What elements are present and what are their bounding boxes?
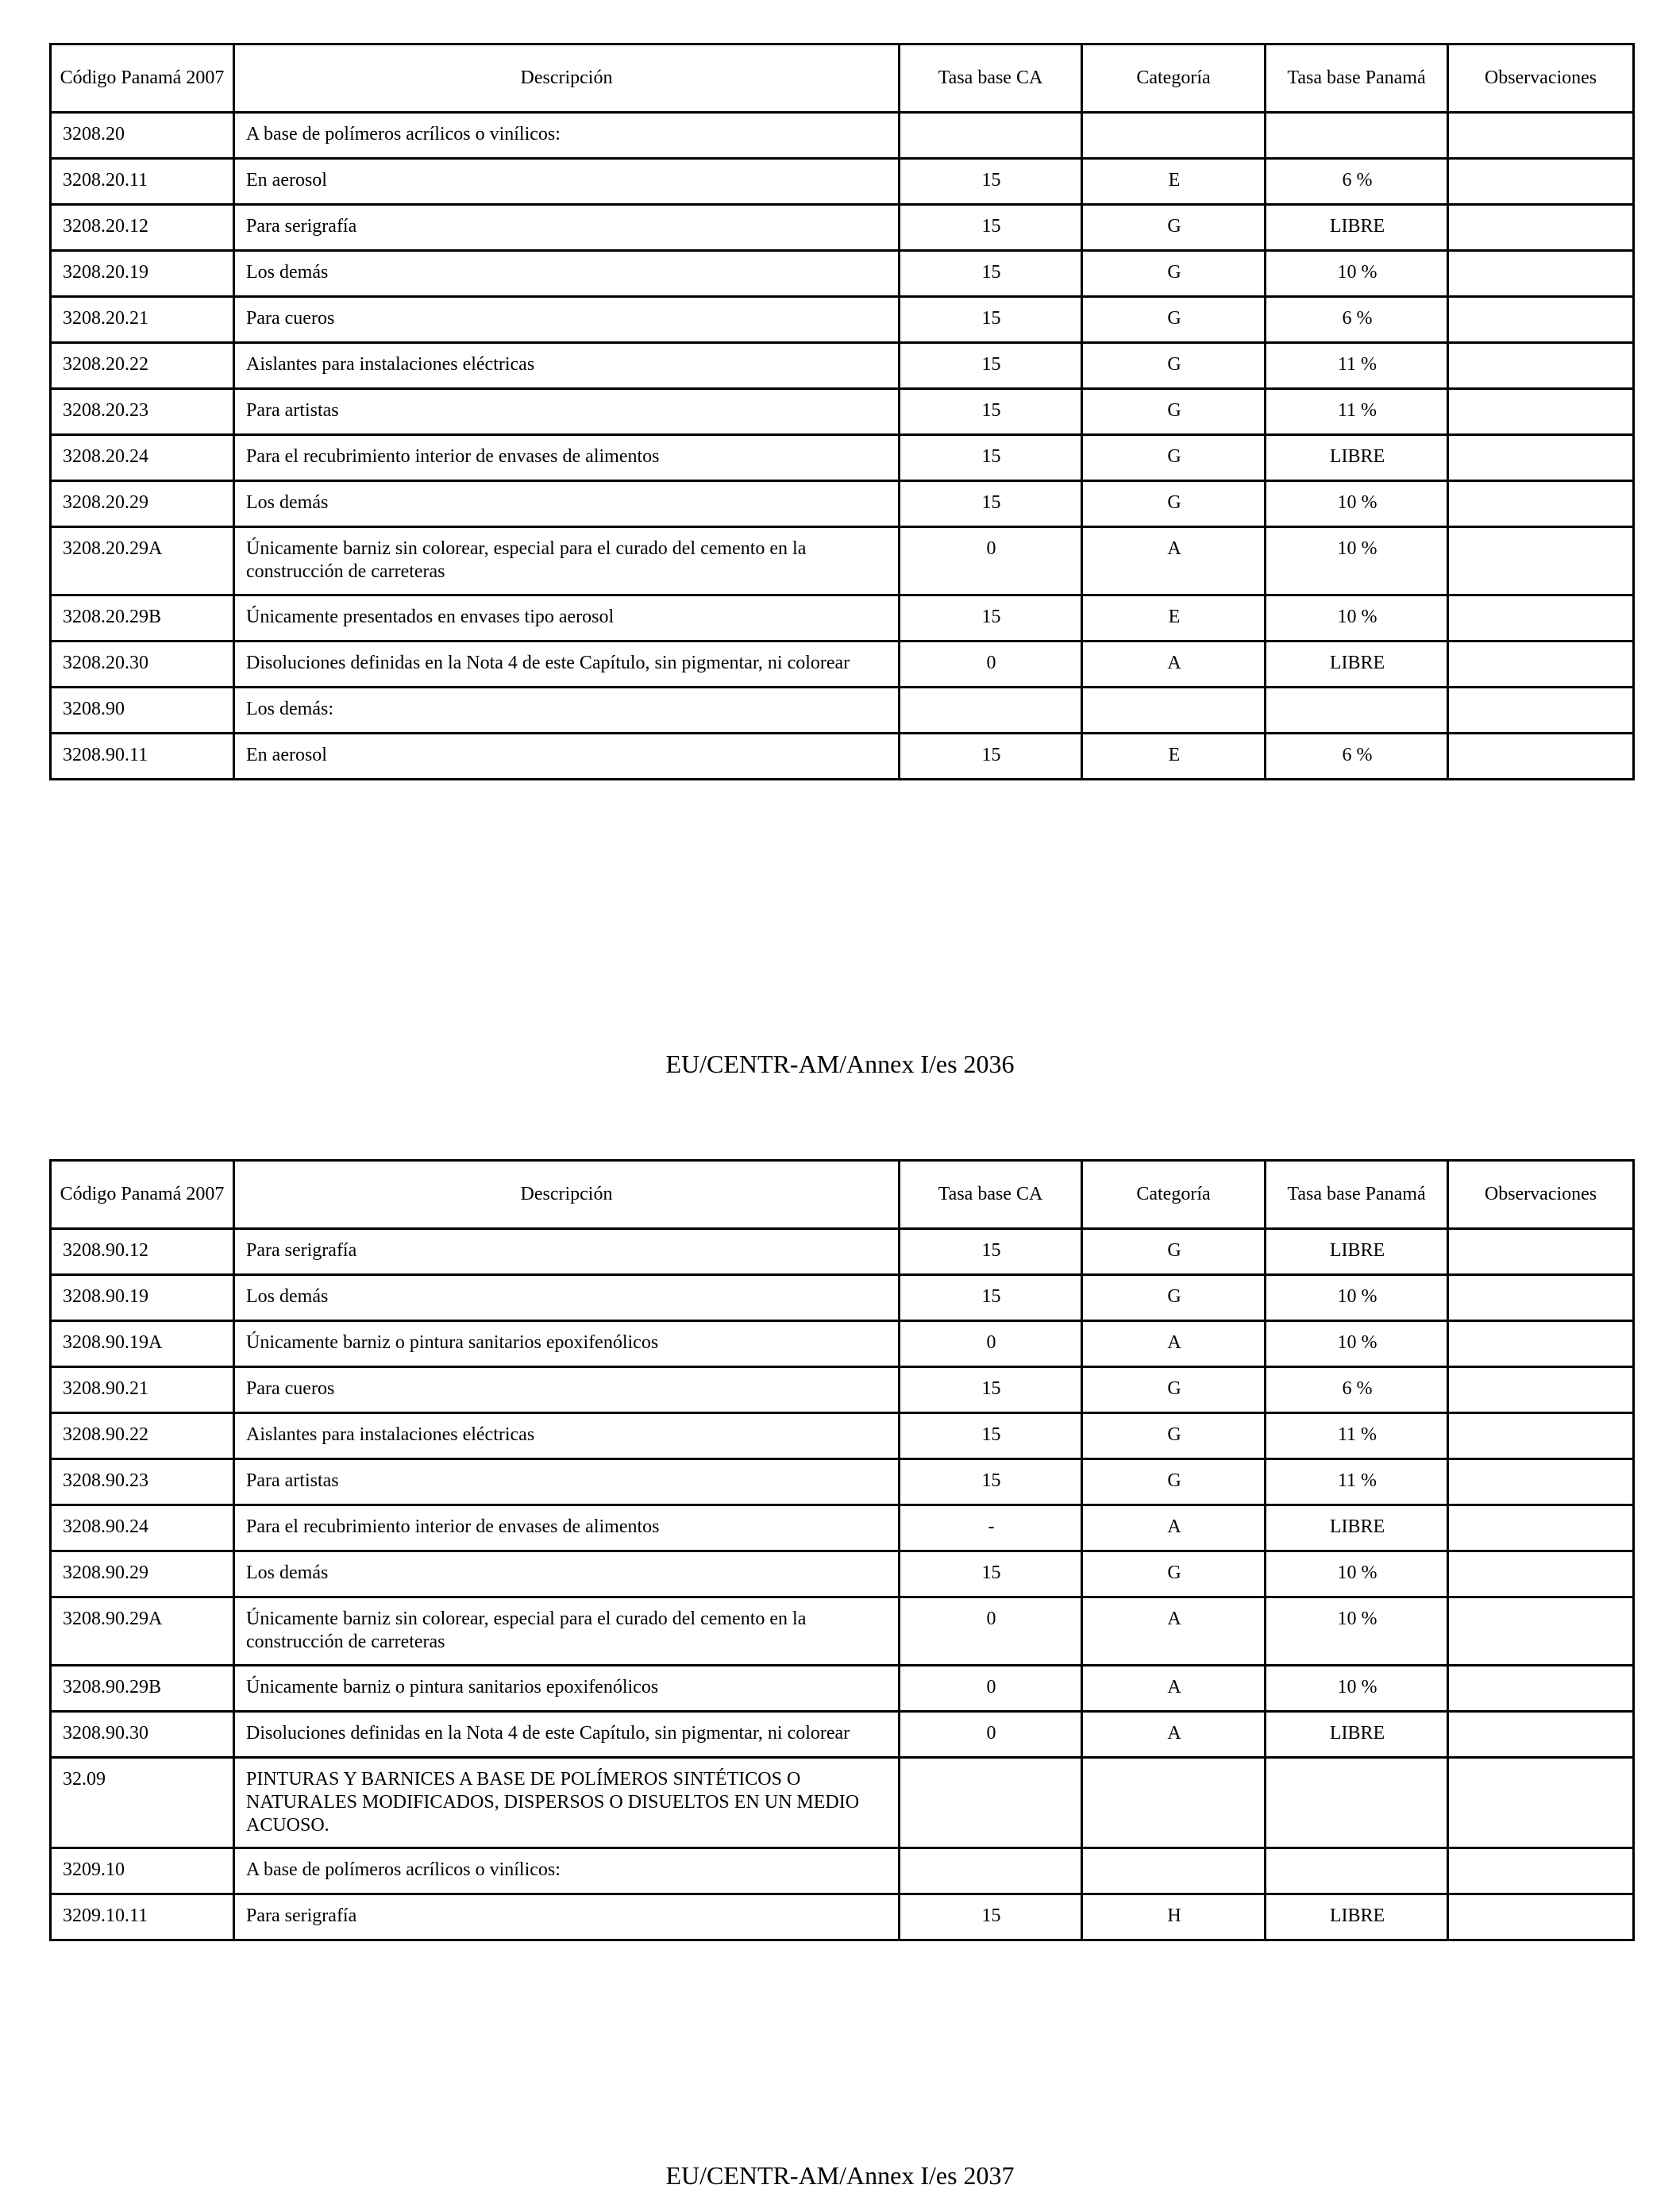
cell-panama-rate: LIBRE — [1266, 642, 1448, 688]
cell-ca-rate: 15 — [900, 595, 1082, 642]
table-header-row — [51, 44, 1634, 113]
page-footer: EU/CENTR-AM/Annex I/es 2036 — [665, 1050, 1015, 1078]
cell-observations — [1448, 389, 1634, 435]
cell-panama-rate: 10 % — [1266, 1597, 1448, 1666]
cell-ca-rate: 0 — [900, 1666, 1082, 1712]
header-category: Categoría — [1082, 1161, 1266, 1229]
cell-code: 3208.20.29A — [51, 527, 234, 595]
cell-panama-rate: LIBRE — [1266, 1894, 1448, 1940]
cell-code: 3208.90 — [51, 688, 234, 734]
header-description: Descripción — [234, 44, 900, 113]
cell-description: Para serigrafía — [234, 205, 900, 251]
cell-description: Para cueros — [234, 1367, 900, 1413]
cell-observations — [1448, 435, 1634, 481]
cell-description: Los demás — [234, 481, 900, 527]
cell-description: Para artistas — [234, 389, 900, 435]
cell-panama-rate: 10 % — [1266, 1551, 1448, 1597]
cell-description: Para cueros — [234, 297, 900, 343]
cell-description: En aerosol — [234, 734, 900, 780]
cell-panama-rate: 11 % — [1266, 1413, 1448, 1459]
table-row — [51, 734, 1634, 780]
cell-ca-rate: 0 — [900, 527, 1082, 595]
cell-category: A — [1082, 1597, 1266, 1666]
cell-description: PINTURAS Y BARNICES A BASE DE POLÍMEROS SINTÉTICOS O NATURALES MODIFICADOS, DISPERSOS O DISUELTOS EN UN MEDIO ACUOSO. — [234, 1758, 900, 1848]
cell-observations — [1448, 1848, 1634, 1894]
cell-category: G — [1082, 435, 1266, 481]
header-ca-rate: Tasa base CA — [900, 1161, 1082, 1229]
cell-code: 3209.10.11 — [51, 1894, 234, 1940]
cell-code: 3208.20.30 — [51, 642, 234, 688]
cell-description: Aislantes para instalaciones eléctricas — [234, 1413, 900, 1459]
table-row — [51, 1459, 1634, 1505]
cell-observations — [1448, 343, 1634, 389]
table-row — [51, 1666, 1634, 1712]
cell-observations — [1448, 688, 1634, 734]
cell-panama-rate: 10 % — [1266, 481, 1448, 527]
cell-observations — [1448, 159, 1634, 205]
cell-panama-rate: 10 % — [1266, 1321, 1448, 1367]
table-row — [51, 251, 1634, 297]
table-row — [51, 642, 1634, 688]
cell-panama-rate: 10 % — [1266, 1666, 1448, 1712]
cell-description: Únicamente barniz sin colorear, especial para el curado del cemento en la construcción de carreteras — [234, 527, 900, 595]
cell-ca-rate: - — [900, 1505, 1082, 1551]
cell-category: A — [1082, 527, 1266, 595]
cell-code: 3208.90.22 — [51, 1413, 234, 1459]
cell-observations — [1448, 1229, 1634, 1275]
table-row — [51, 343, 1634, 389]
cell-code: 3208.20.21 — [51, 297, 234, 343]
cell-category: A — [1082, 1712, 1266, 1758]
cell-ca-rate: 15 — [900, 1551, 1082, 1597]
cell-observations — [1448, 1894, 1634, 1940]
cell-category — [1082, 1848, 1266, 1894]
cell-ca-rate — [900, 1848, 1082, 1894]
cell-observations — [1448, 1413, 1634, 1459]
cell-code: 3208.20.19 — [51, 251, 234, 297]
cell-description: Únicamente barniz o pintura sanitarios epoxifenólicos — [234, 1321, 900, 1367]
table-row — [51, 1413, 1634, 1459]
cell-code: 3208.90.11 — [51, 734, 234, 780]
table-row — [51, 527, 1634, 595]
cell-description: A base de polímeros acrílicos o vinílicos: — [234, 113, 900, 159]
cell-panama-rate: 10 % — [1266, 251, 1448, 297]
table-row — [51, 1551, 1634, 1597]
cell-ca-rate — [900, 688, 1082, 734]
cell-category — [1082, 1758, 1266, 1848]
cell-ca-rate: 15 — [900, 1413, 1082, 1459]
cell-panama-rate: 11 % — [1266, 343, 1448, 389]
cell-code: 3208.90.19A — [51, 1321, 234, 1367]
cell-ca-rate: 15 — [900, 389, 1082, 435]
cell-code: 3208.20.12 — [51, 205, 234, 251]
cell-ca-rate: 15 — [900, 481, 1082, 527]
cell-observations — [1448, 481, 1634, 527]
cell-ca-rate: 15 — [900, 1459, 1082, 1505]
cell-ca-rate: 15 — [900, 343, 1082, 389]
cell-panama-rate: 6 % — [1266, 159, 1448, 205]
cell-description: Para serigrafía — [234, 1229, 900, 1275]
header-panama-rate: Tasa base Panamá — [1266, 1161, 1448, 1229]
table-row — [51, 435, 1634, 481]
cell-code: 3208.90.19 — [51, 1275, 234, 1321]
table-row — [51, 297, 1634, 343]
cell-panama-rate: LIBRE — [1266, 1229, 1448, 1275]
cell-code: 3208.90.21 — [51, 1367, 234, 1413]
table-row — [51, 113, 1634, 159]
cell-code: 3208.90.12 — [51, 1229, 234, 1275]
cell-category: G — [1082, 251, 1266, 297]
table-row — [51, 1597, 1634, 1666]
table-row — [51, 1712, 1634, 1758]
table-row — [51, 205, 1634, 251]
cell-code: 3208.90.29B — [51, 1666, 234, 1712]
cell-description: Disoluciones definidas en la Nota 4 de este Capítulo, sin pigmentar, ni colorear — [234, 642, 900, 688]
cell-description: Disoluciones definidas en la Nota 4 de este Capítulo, sin pigmentar, ni colorear — [234, 1712, 900, 1758]
cell-category: G — [1082, 1459, 1266, 1505]
cell-category: H — [1082, 1894, 1266, 1940]
cell-panama-rate: 6 % — [1266, 734, 1448, 780]
cell-panama-rate: 11 % — [1266, 389, 1448, 435]
table-row — [51, 1275, 1634, 1321]
cell-panama-rate: LIBRE — [1266, 1712, 1448, 1758]
cell-ca-rate — [900, 113, 1082, 159]
cell-category: A — [1082, 1505, 1266, 1551]
cell-code: 3209.10 — [51, 1848, 234, 1894]
cell-panama-rate: 10 % — [1266, 1275, 1448, 1321]
cell-panama-rate: 6 % — [1266, 1367, 1448, 1413]
header-observations: Observaciones — [1448, 1161, 1634, 1229]
cell-description: Los demás: — [234, 688, 900, 734]
cell-description: A base de polímeros acrílicos o vinílicos: — [234, 1848, 900, 1894]
cell-description: Únicamente barniz o pintura sanitarios epoxifenólicos — [234, 1666, 900, 1712]
cell-category: G — [1082, 1275, 1266, 1321]
tariff-table-page-2036 — [49, 43, 1635, 780]
cell-ca-rate: 0 — [900, 1712, 1082, 1758]
cell-observations — [1448, 1712, 1634, 1758]
cell-code: 3208.90.24 — [51, 1505, 234, 1551]
cell-ca-rate — [900, 1758, 1082, 1848]
cell-observations — [1448, 642, 1634, 688]
header-panama-rate: Tasa base Panamá — [1266, 44, 1448, 113]
cell-ca-rate: 15 — [900, 1229, 1082, 1275]
cell-ca-rate: 15 — [900, 205, 1082, 251]
cell-panama-rate: LIBRE — [1266, 205, 1448, 251]
cell-code: 3208.20.29 — [51, 481, 234, 527]
tariff-table-page-2037 — [49, 1159, 1635, 1941]
cell-ca-rate: 15 — [900, 297, 1082, 343]
cell-panama-rate: 10 % — [1266, 595, 1448, 642]
cell-category: G — [1082, 481, 1266, 527]
cell-category — [1082, 688, 1266, 734]
header-observations: Observaciones — [1448, 44, 1634, 113]
cell-description: Para artistas — [234, 1459, 900, 1505]
table-row — [51, 1848, 1634, 1894]
cell-observations — [1448, 595, 1634, 642]
cell-observations — [1448, 1321, 1634, 1367]
cell-ca-rate: 15 — [900, 435, 1082, 481]
table-row — [51, 1367, 1634, 1413]
cell-category: G — [1082, 343, 1266, 389]
cell-code: 3208.20.22 — [51, 343, 234, 389]
cell-category: G — [1082, 205, 1266, 251]
cell-description: En aerosol — [234, 159, 900, 205]
cell-code: 3208.90.29A — [51, 1597, 234, 1666]
cell-panama-rate — [1266, 113, 1448, 159]
cell-description: Los demás — [234, 1275, 900, 1321]
cell-panama-rate — [1266, 1848, 1448, 1894]
cell-category: A — [1082, 1321, 1266, 1367]
cell-ca-rate: 15 — [900, 251, 1082, 297]
cell-observations — [1448, 734, 1634, 780]
cell-description: Para serigrafía — [234, 1894, 900, 1940]
cell-code: 3208.90.30 — [51, 1712, 234, 1758]
cell-category: E — [1082, 734, 1266, 780]
table-row — [51, 688, 1634, 734]
cell-panama-rate: 11 % — [1266, 1459, 1448, 1505]
cell-description: Únicamente presentados en envases tipo aerosol — [234, 595, 900, 642]
cell-observations — [1448, 527, 1634, 595]
table-row — [51, 595, 1634, 642]
cell-observations — [1448, 297, 1634, 343]
header-description: Descripción — [234, 1161, 900, 1229]
table-row — [51, 389, 1634, 435]
cell-observations — [1448, 1666, 1634, 1712]
cell-code: 3208.90.29 — [51, 1551, 234, 1597]
cell-description: Para el recubrimiento interior de envases de alimentos — [234, 1505, 900, 1551]
header-category: Categoría — [1082, 44, 1266, 113]
cell-code: 3208.90.23 — [51, 1459, 234, 1505]
header-code: Código Panamá 2007 — [51, 1161, 234, 1229]
table-row — [51, 159, 1634, 205]
cell-observations — [1448, 251, 1634, 297]
cell-observations — [1448, 1597, 1634, 1666]
cell-description: Los demás — [234, 1551, 900, 1597]
cell-observations — [1448, 205, 1634, 251]
cell-observations — [1448, 1505, 1634, 1551]
cell-category: G — [1082, 389, 1266, 435]
cell-code: 3208.20.24 — [51, 435, 234, 481]
table-row — [51, 1505, 1634, 1551]
cell-ca-rate: 15 — [900, 1367, 1082, 1413]
cell-observations — [1448, 1551, 1634, 1597]
cell-ca-rate: 15 — [900, 159, 1082, 205]
cell-ca-rate: 15 — [900, 734, 1082, 780]
table-header-row — [51, 1161, 1634, 1229]
cell-category: E — [1082, 595, 1266, 642]
cell-category: E — [1082, 159, 1266, 205]
cell-ca-rate: 15 — [900, 1894, 1082, 1940]
cell-panama-rate: 6 % — [1266, 297, 1448, 343]
cell-category: G — [1082, 1551, 1266, 1597]
cell-code: 3208.20 — [51, 113, 234, 159]
cell-category: G — [1082, 297, 1266, 343]
cell-category — [1082, 113, 1266, 159]
table-row — [51, 1229, 1634, 1275]
cell-observations — [1448, 1367, 1634, 1413]
page-footer: EU/CENTR-AM/Annex I/es 2037 — [665, 2161, 1015, 2190]
cell-observations — [1448, 1275, 1634, 1321]
cell-code: 32.09 — [51, 1758, 234, 1848]
cell-code: 3208.20.23 — [51, 389, 234, 435]
cell-panama-rate: LIBRE — [1266, 435, 1448, 481]
cell-category: G — [1082, 1229, 1266, 1275]
cell-panama-rate — [1266, 1758, 1448, 1848]
cell-category: A — [1082, 642, 1266, 688]
table-row — [51, 1321, 1634, 1367]
cell-category: G — [1082, 1367, 1266, 1413]
cell-observations — [1448, 113, 1634, 159]
cell-code: 3208.20.11 — [51, 159, 234, 205]
table-row — [51, 1758, 1634, 1848]
cell-panama-rate: 10 % — [1266, 527, 1448, 595]
cell-ca-rate: 0 — [900, 1321, 1082, 1367]
cell-observations — [1448, 1758, 1634, 1848]
cell-description: Para el recubrimiento interior de envases de alimentos — [234, 435, 900, 481]
cell-code: 3208.20.29B — [51, 595, 234, 642]
cell-description: Únicamente barniz sin colorear, especial para el curado del cemento en la construcción de carreteras — [234, 1597, 900, 1666]
cell-category: G — [1082, 1413, 1266, 1459]
cell-panama-rate — [1266, 688, 1448, 734]
cell-panama-rate: LIBRE — [1266, 1505, 1448, 1551]
header-code: Código Panamá 2007 — [51, 44, 234, 113]
cell-description: Aislantes para instalaciones eléctricas — [234, 343, 900, 389]
cell-ca-rate: 0 — [900, 642, 1082, 688]
cell-ca-rate: 0 — [900, 1597, 1082, 1666]
cell-category: A — [1082, 1666, 1266, 1712]
table-row — [51, 1894, 1634, 1940]
table-row — [51, 481, 1634, 527]
cell-description: Los demás — [234, 251, 900, 297]
cell-ca-rate: 15 — [900, 1275, 1082, 1321]
header-ca-rate: Tasa base CA — [900, 44, 1082, 113]
cell-observations — [1448, 1459, 1634, 1505]
